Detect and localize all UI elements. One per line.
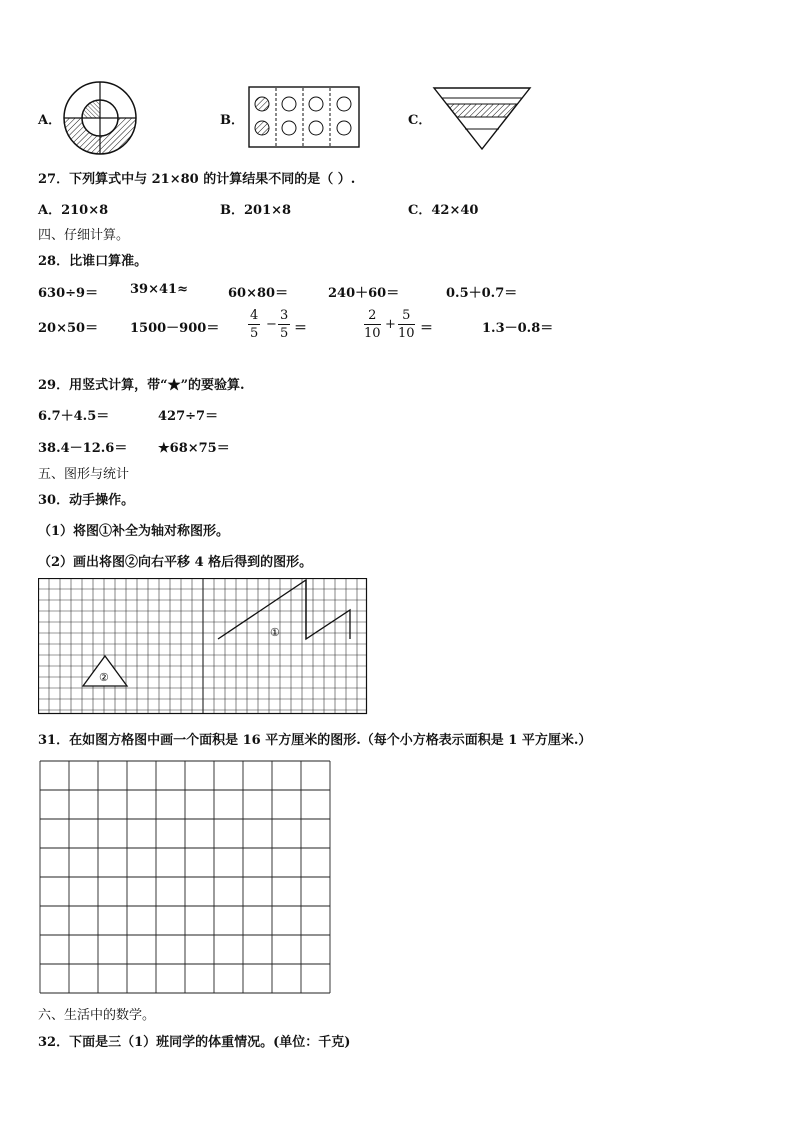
section-4-heading: 四、仔细计算。 bbox=[38, 228, 130, 243]
triangle-stripes-figure bbox=[432, 86, 532, 152]
q27-option-c: C．42×40 bbox=[408, 203, 479, 218]
q27-option-a: A．210×8 bbox=[38, 203, 109, 218]
section-6-heading: 六、生活中的数学。 bbox=[38, 1008, 156, 1023]
q28-item: 39×41≈ bbox=[130, 282, 188, 297]
fraction: $\frac{3}{5}$ bbox=[280, 308, 289, 341]
q28-stem: 28．比谁口算准。 bbox=[38, 254, 148, 269]
equals-sign: ＝ bbox=[420, 321, 434, 336]
fraction: $\frac{4}{5}$ bbox=[250, 308, 259, 341]
q32-stem: 32．下面是三（1）班同学的体重情况。(单位：千克) bbox=[38, 1035, 351, 1050]
q28-item: 60×80＝ bbox=[228, 286, 289, 301]
operator: + bbox=[385, 317, 396, 332]
q30-stem: 30．动手操作。 bbox=[38, 493, 135, 508]
fraction: $\frac{2}{10}$ bbox=[364, 308, 381, 341]
q29-item: ★68×75＝ bbox=[158, 441, 230, 456]
q28-item: 240＋60＝ bbox=[328, 286, 400, 301]
figure-1-label: ① bbox=[270, 626, 280, 639]
operator: − bbox=[266, 317, 277, 332]
q30-sub2: （2）画出将图②向右平移 4 格后得到的图形。 bbox=[38, 555, 313, 570]
concentric-circle-figure bbox=[62, 80, 138, 156]
q27-option-b: B．201×8 bbox=[220, 203, 292, 218]
equals-sign: ＝ bbox=[294, 321, 308, 336]
fraction: $\frac{5}{10}$ bbox=[398, 308, 415, 341]
q28-item: 1500－900＝ bbox=[130, 321, 220, 336]
q28-item: 20×50＝ bbox=[38, 321, 99, 336]
q29-item: 6.7＋4.5＝ bbox=[38, 409, 110, 424]
figure-2-label: ② bbox=[99, 671, 109, 684]
q29-item: 38.4－12.6＝ bbox=[38, 441, 128, 456]
q29-stem: 29．用竖式计算，带“★”的要验算. bbox=[38, 378, 245, 393]
q27-stem: 27．下列算式中与 21×80 的计算结果不同的是（ ）. bbox=[38, 172, 356, 187]
circles-grid-figure bbox=[248, 86, 360, 148]
translation-grid bbox=[38, 578, 368, 716]
q31-stem: 31．在如图方格图中画一个面积是 16 平方厘米的图形.（每个小方格表示面积是 1 平方厘米.） bbox=[38, 733, 592, 748]
option-c-label: C． bbox=[408, 113, 432, 128]
option-b-label: B． bbox=[220, 113, 244, 128]
q28-item: 630÷9＝ bbox=[38, 286, 99, 301]
q28-item: 0.5＋0.7＝ bbox=[446, 286, 518, 301]
area-grid bbox=[39, 760, 333, 994]
option-a-label: A． bbox=[38, 113, 62, 128]
section-5-heading: 五、图形与统计 bbox=[38, 467, 130, 482]
q29-item: 427÷7＝ bbox=[158, 409, 219, 424]
q28-item: 1.3－0.8＝ bbox=[482, 321, 554, 336]
q30-sub1: （1）将图①补全为轴对称图形。 bbox=[38, 524, 230, 539]
